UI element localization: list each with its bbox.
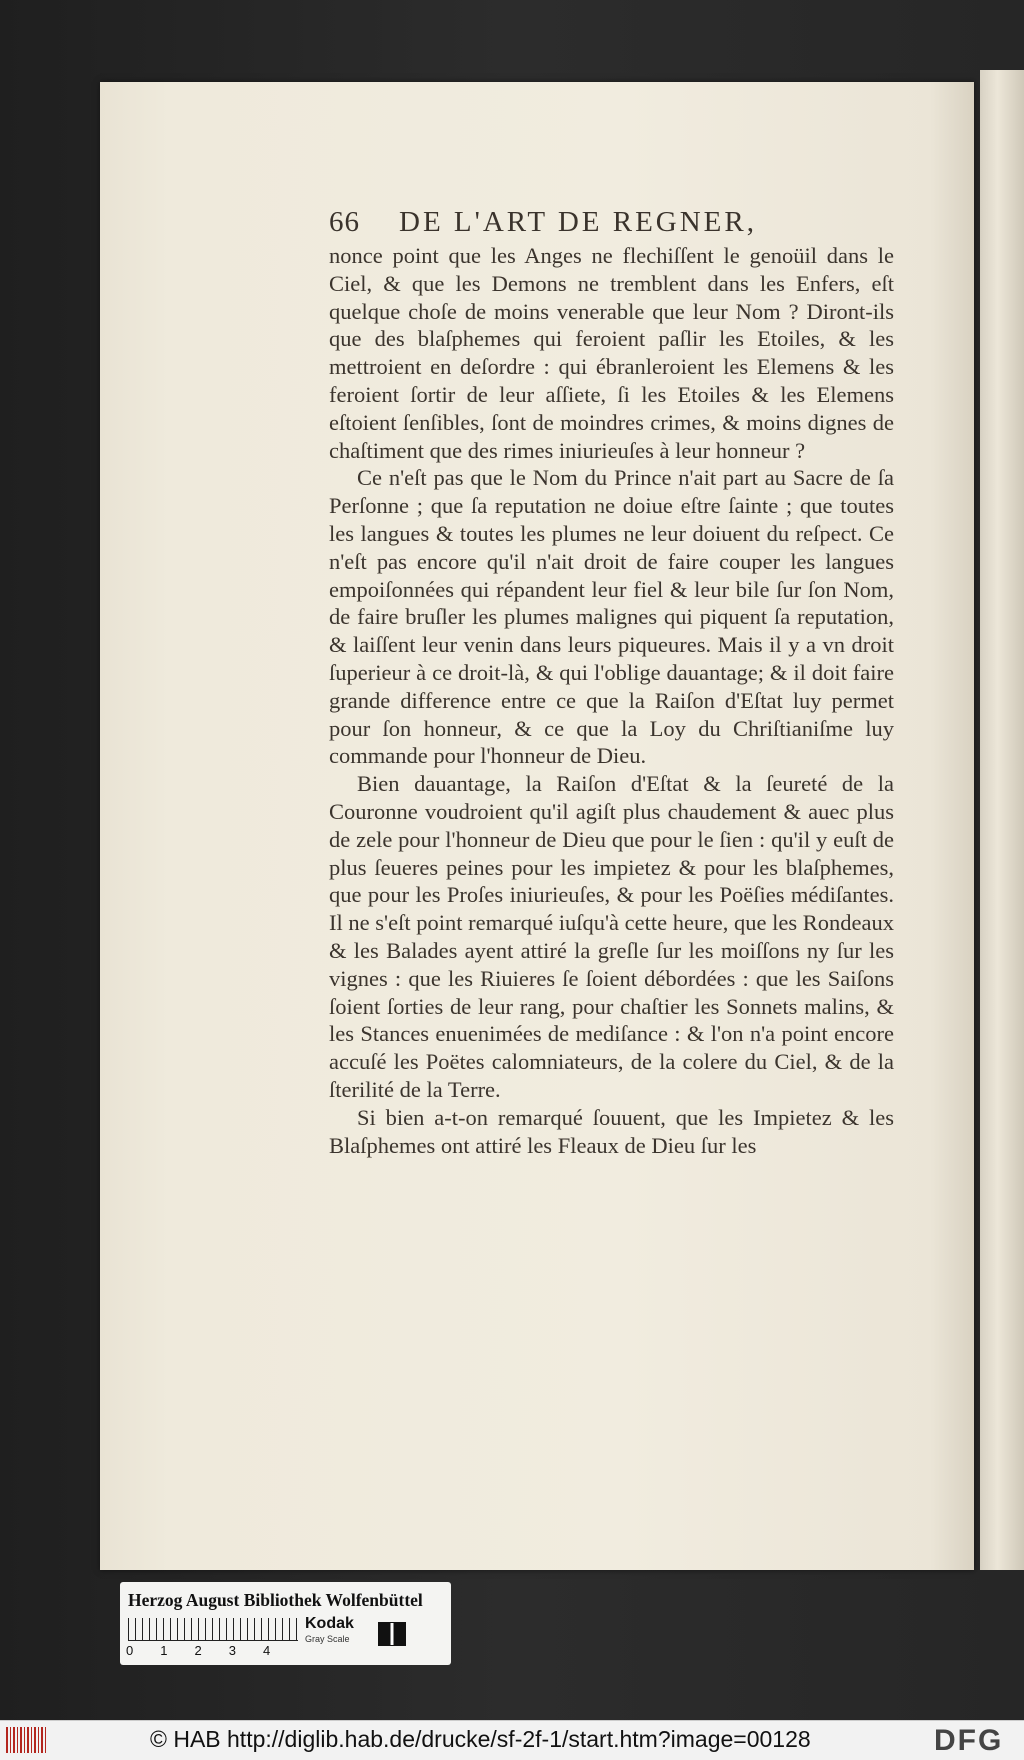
page-header: [329, 206, 889, 246]
ruler-scale: [128, 1618, 298, 1641]
running-title: DE L'ART DE REGNER,: [399, 206, 757, 238]
barcode-logo-icon: [6, 1727, 48, 1753]
footer-bar: [0, 1720, 1024, 1760]
paragraph: Bien dauantage, la Raiſon d'Eſtat & la ſeureté de la Couronne voudroient qu'il agiſt plus chaudement & auec plus de zele pour l'honneur de Dieu que pour le ſien : qu'il y euſt de plus ſeueres peines pour les impietez & pour les blaſphemes, que pour les Proſes iniurieuſes, & pour les Poëſies médiſantes. Il ne s'eſt point remarqué iuſqu'à cette heure, que les Rondeaux & les Balades ayent attiré la greſle ſur les moiſſons ny ſur les vignes : que les Riuieres ſe ſoient débordées : que les Saiſons ſoient ſorties de leur rang, pour chaſtier les Sonnets malins, & les Stances enuenimées de mediſance : & l'on n'a point encore accuſé les Poëtes calomniateurs, de la colere du Ciel, & de la ſterilité de la Terre.: [329, 771, 894, 1102]
body-text: [329, 242, 894, 1159]
paragraph: nonce point que les Anges ne flechiſſent le genoüil dans le Ciel, & que les Demons ne tremblent dans les Enfers, eſt quelque choſe de moins venerable que leur Nom ? Diront-ils que des blaſphemes qui feroient paſlir les Etoiles, & les mettroient en deſordre : qui ébranleroient les Elemens & les feroient ſortir de leur aſſiete, ſi les Etoiles & les Elemens eſtoient ſenſibles, ſont de moindres crimes, & moins dignes de chaſtiment que des rimes iniurieuſes à leur honneur ?: [329, 243, 894, 463]
color-ruler-card: [120, 1582, 451, 1665]
scale-label: 1: [160, 1643, 168, 1658]
scale-labels: [126, 1643, 306, 1658]
dfg-logo: DFG: [934, 1724, 1004, 1757]
copyright-link[interactable]: © HAB http://diglib.hab.de/drucke/sf-2f-1/start.htm?image=00128: [150, 1726, 811, 1752]
page-number: 66: [329, 206, 360, 238]
kodak-brand: Kodak: [305, 1615, 354, 1632]
paragraph: Ce n'eſt pas que le Nom du Prince n'ait part au Sacre de ſa Perſonne ; que ſa reputation ne doiue eſtre ſainte ; que toutes les langues & toutes les plumes ne leur doiuent du reſpect. Ce n'eſt pas encore qu'il n'ait droit de faire couper les langues empoiſonnées qui répandent leur fiel & leur bile ſur ſon Nom, de faire bruſler les plumes malignes qui piquent ſa reputation, & laiſſent leur venin dans leurs piqueures. Mais il y a vn droit ſuperieur à ce droit-là, & qui l'oblige dauantage; & il doit faire grande difference entre ce que la Raiſon d'Eſtat luy permet pour ſon honneur, & ce que la Loy du Chriſtianiſme luy commande pour l'honneur de Dieu.: [329, 465, 894, 769]
gray-patch-icon: [378, 1622, 406, 1646]
grayscale-label: Gray Scale: [305, 1634, 350, 1644]
scale-label: 4: [262, 1643, 271, 1658]
scale-label: 2: [194, 1643, 202, 1658]
paragraph: Si bien a-t-on remarqué ſouuent, que les Impietez & les Blaſphemes ont attiré les Fleaux de Dieu ſur les: [329, 1104, 894, 1158]
scale-label: 0: [126, 1643, 134, 1658]
scale-label: 3: [228, 1643, 236, 1658]
library-name: Herzog August Bibliothek Wolfenbüttel: [128, 1590, 423, 1610]
next-page-edge: [980, 70, 1024, 1570]
